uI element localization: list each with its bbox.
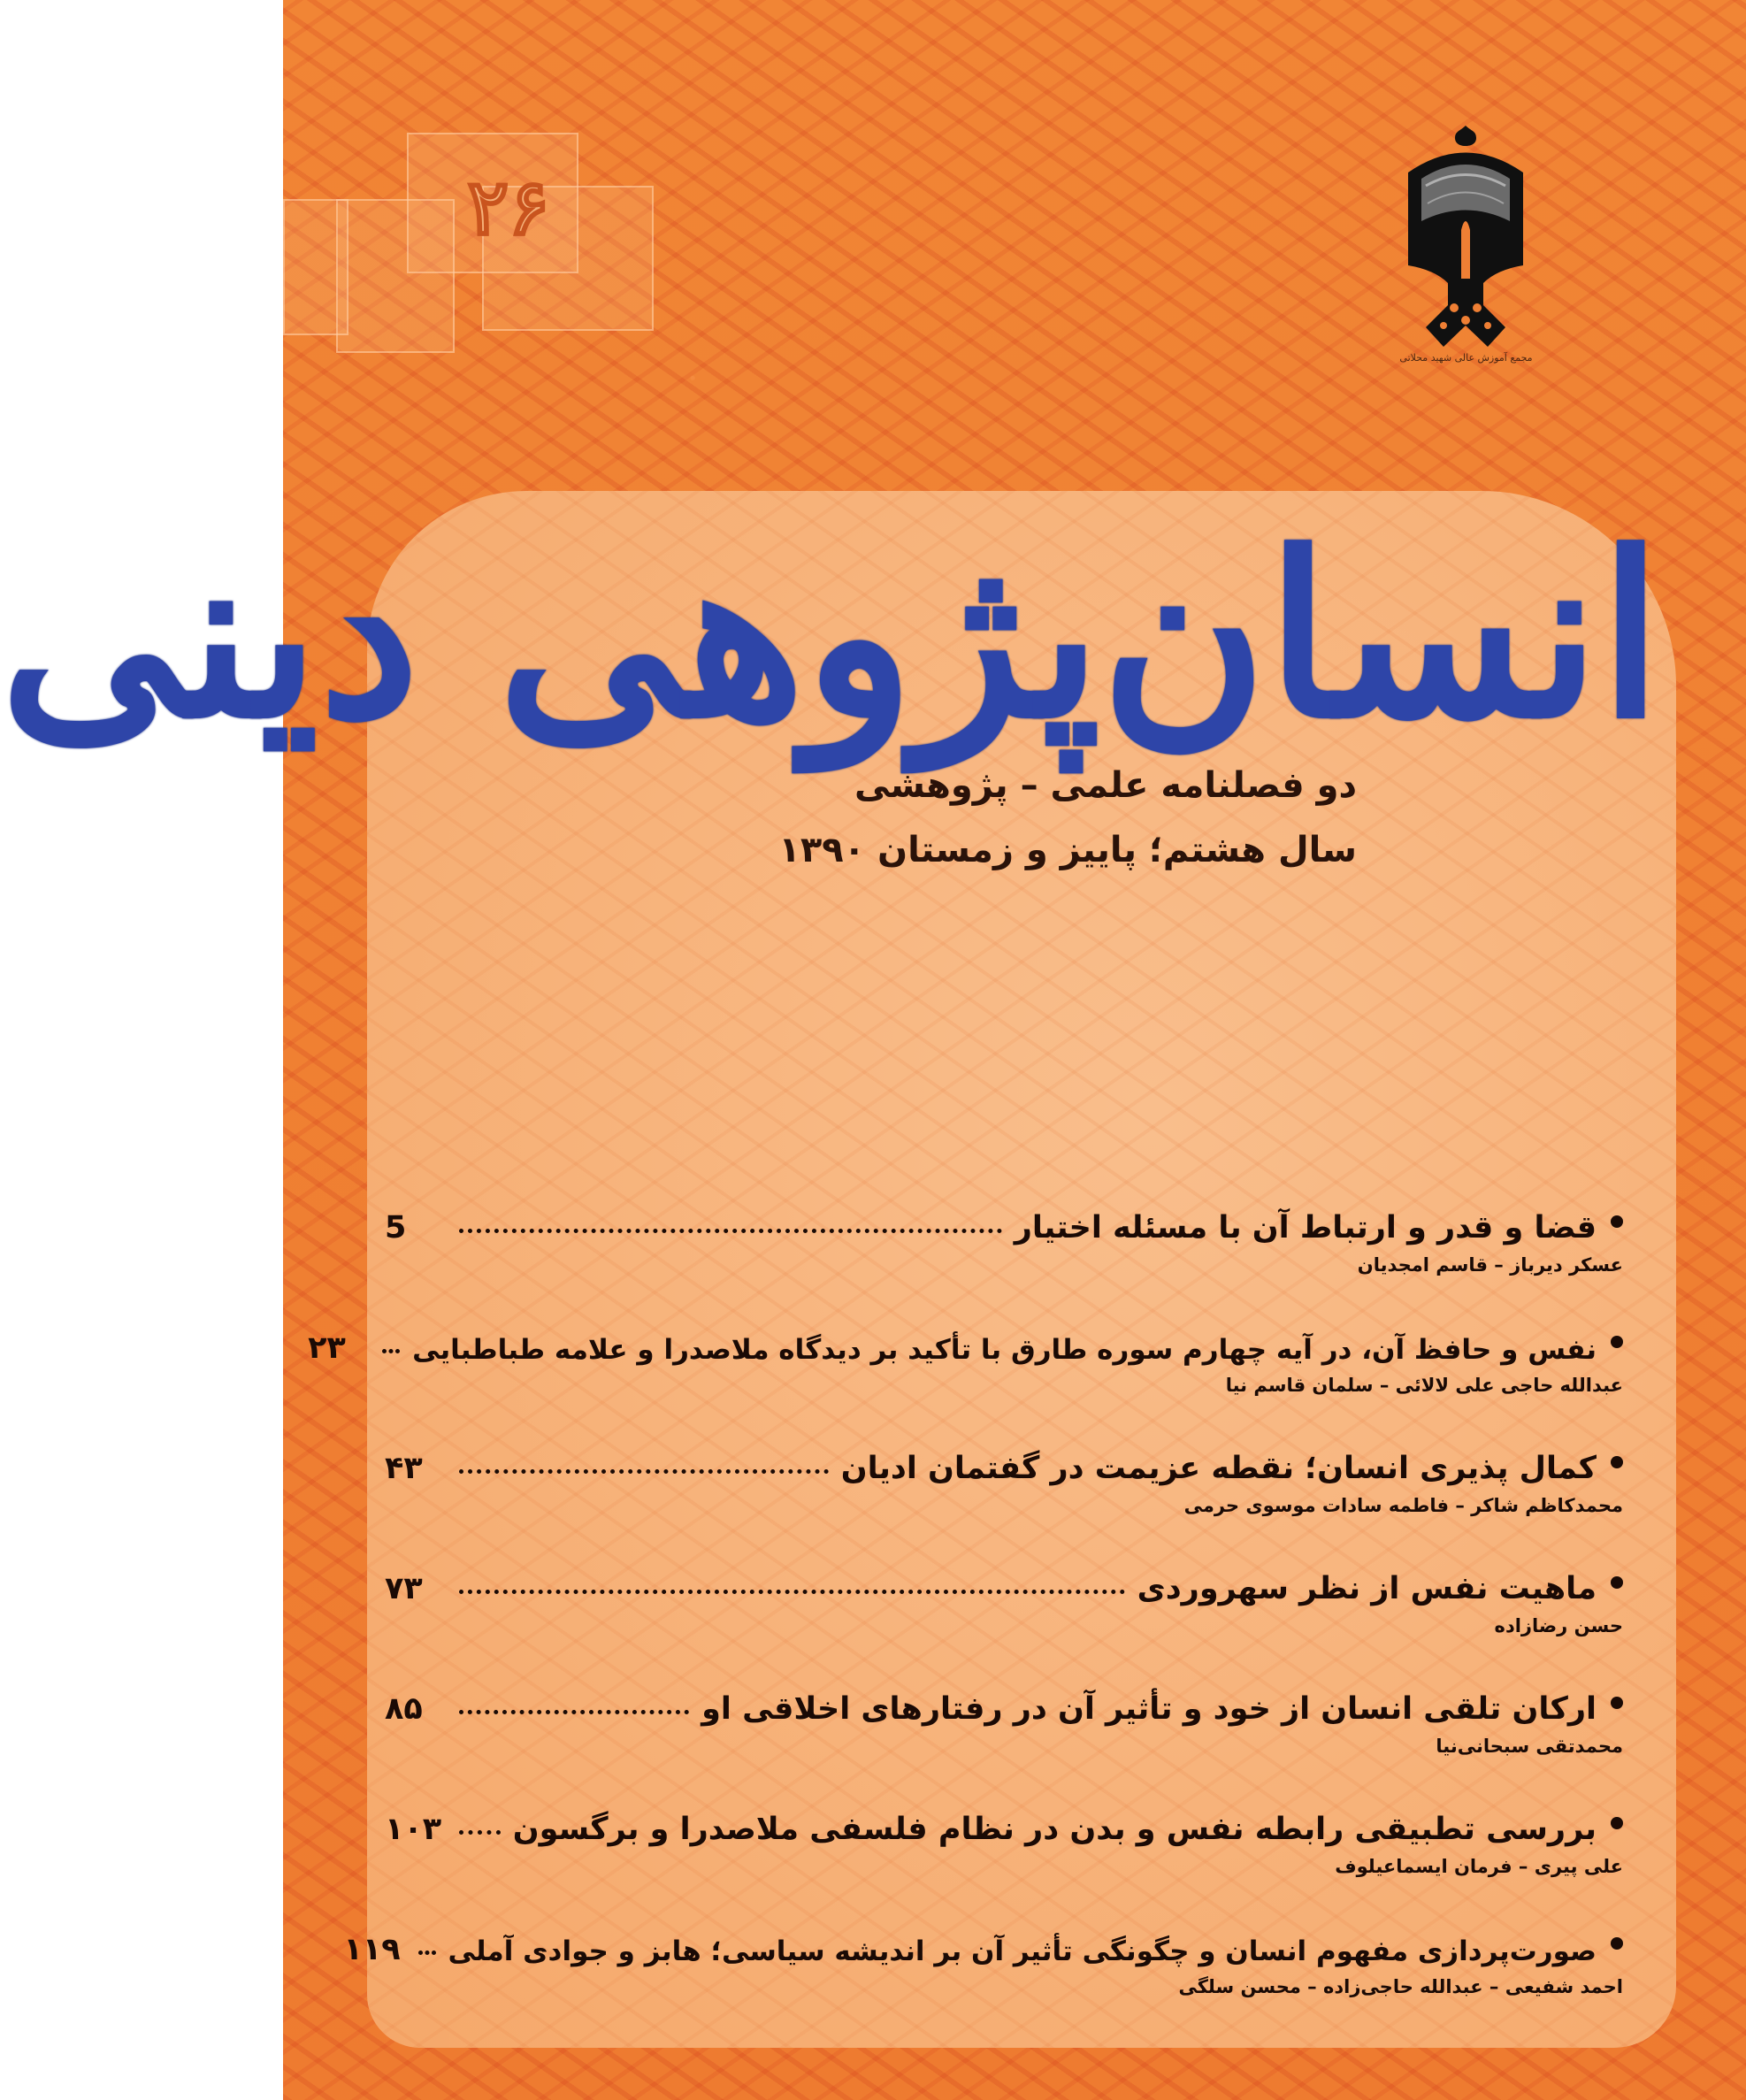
toc-page: ۱۰۳ (385, 1812, 442, 1847)
toc-title: نفس و حافظ آن، در آیه چهارم سوره طارق با تأکید بر دیدگاه ملاصدرا و علامه طباطبایی (412, 1334, 1597, 1366)
toc-page: ۲۳ (308, 1330, 346, 1366)
bullet-icon (1611, 1817, 1623, 1829)
toc-page: ۱۱۹ (343, 1932, 401, 1967)
table-of-contents (308, 1192, 1623, 2035)
toc-entry (385, 1553, 1623, 1674)
toc-authors: عسکر دیرباز – قاسم امجدیان (1357, 1254, 1623, 1276)
toc-entry (308, 1313, 1623, 1433)
toc-entry (385, 1794, 1623, 1914)
dot-leader (382, 1349, 400, 1353)
dot-leader (459, 1590, 1125, 1594)
toc-page: 5 (385, 1210, 407, 1245)
dot-leader (459, 1710, 689, 1714)
toc-authors: عبدالله حاجی علی لالائی – سلمان قاسم نیا (1225, 1375, 1623, 1396)
toc-title: کمال پذیری انسان؛ نقطه عزیمت در گفتمان ادیان (840, 1451, 1597, 1486)
toc-entry (385, 1433, 1623, 1553)
issue-number: ۲۶ (467, 163, 550, 252)
bullet-icon (1611, 1456, 1623, 1468)
dot-leader (459, 1229, 1002, 1233)
bullet-icon (1611, 1215, 1623, 1228)
issue-date: سال هشتم؛ پاییز و زمستان ۱۳۹۰ (778, 830, 1357, 870)
toc-entry (385, 1192, 1623, 1313)
toc-title: بررسی تطبیقی رابطه نفس و بدن در نظام فلسفی ملاصدرا و برگسون (512, 1812, 1597, 1847)
journal-title: انسان‌پژوهی دینی (0, 504, 1662, 769)
toc-title: ارکان تلقی انسان از خود و تأثیر آن در رفتارهای اخلاقی او (701, 1691, 1597, 1727)
publisher-emblem-icon (1399, 124, 1532, 349)
bullet-icon (1611, 1576, 1623, 1589)
toc-entry (385, 1674, 1623, 1794)
toc-page: ۸۵ (385, 1691, 423, 1727)
decor-square (336, 199, 455, 353)
journal-subtitle: دو فصلنامه علمی – پژوهشی (854, 765, 1357, 806)
toc-authors: محمدتقی سبحانی‌نیا (1436, 1736, 1623, 1757)
toc-entry (343, 1914, 1623, 2035)
toc-authors: حسن رضازاده (1494, 1615, 1623, 1636)
toc-title: صورت‌پردازی مفهوم انسان و چگونگی تأثیر آن بر اندیشه سیاسی؛ هابز و جوادی آملی (448, 1935, 1597, 1967)
dot-leader (459, 1469, 829, 1474)
toc-title: قضا و قدر و ارتباط آن با مسئله اختیار (1014, 1210, 1597, 1245)
bullet-icon (1611, 1697, 1623, 1709)
toc-page: ۴۳ (385, 1451, 423, 1486)
toc-page: ۷۳ (385, 1571, 423, 1606)
bullet-icon (1611, 1336, 1623, 1348)
dot-leader (459, 1830, 501, 1835)
dot-leader (418, 1951, 436, 1955)
toc-title: ماهیت نفس از نظر سهروردی (1137, 1571, 1597, 1606)
publisher-caption: مجمع آموزش عالی شهید محلاتی (1399, 352, 1533, 364)
toc-authors: احمد شفیعی – عبدالله حاجی‌زاده – محسن سلگی (1178, 1976, 1623, 1997)
toc-authors: محمدکاظم شاکر – فاطمه سادات موسوی حرمی (1183, 1495, 1623, 1516)
toc-authors: علی پیری – فرمان ایسماعیلوف (1335, 1856, 1623, 1877)
bullet-icon (1611, 1937, 1623, 1950)
decor-square (283, 199, 348, 335)
